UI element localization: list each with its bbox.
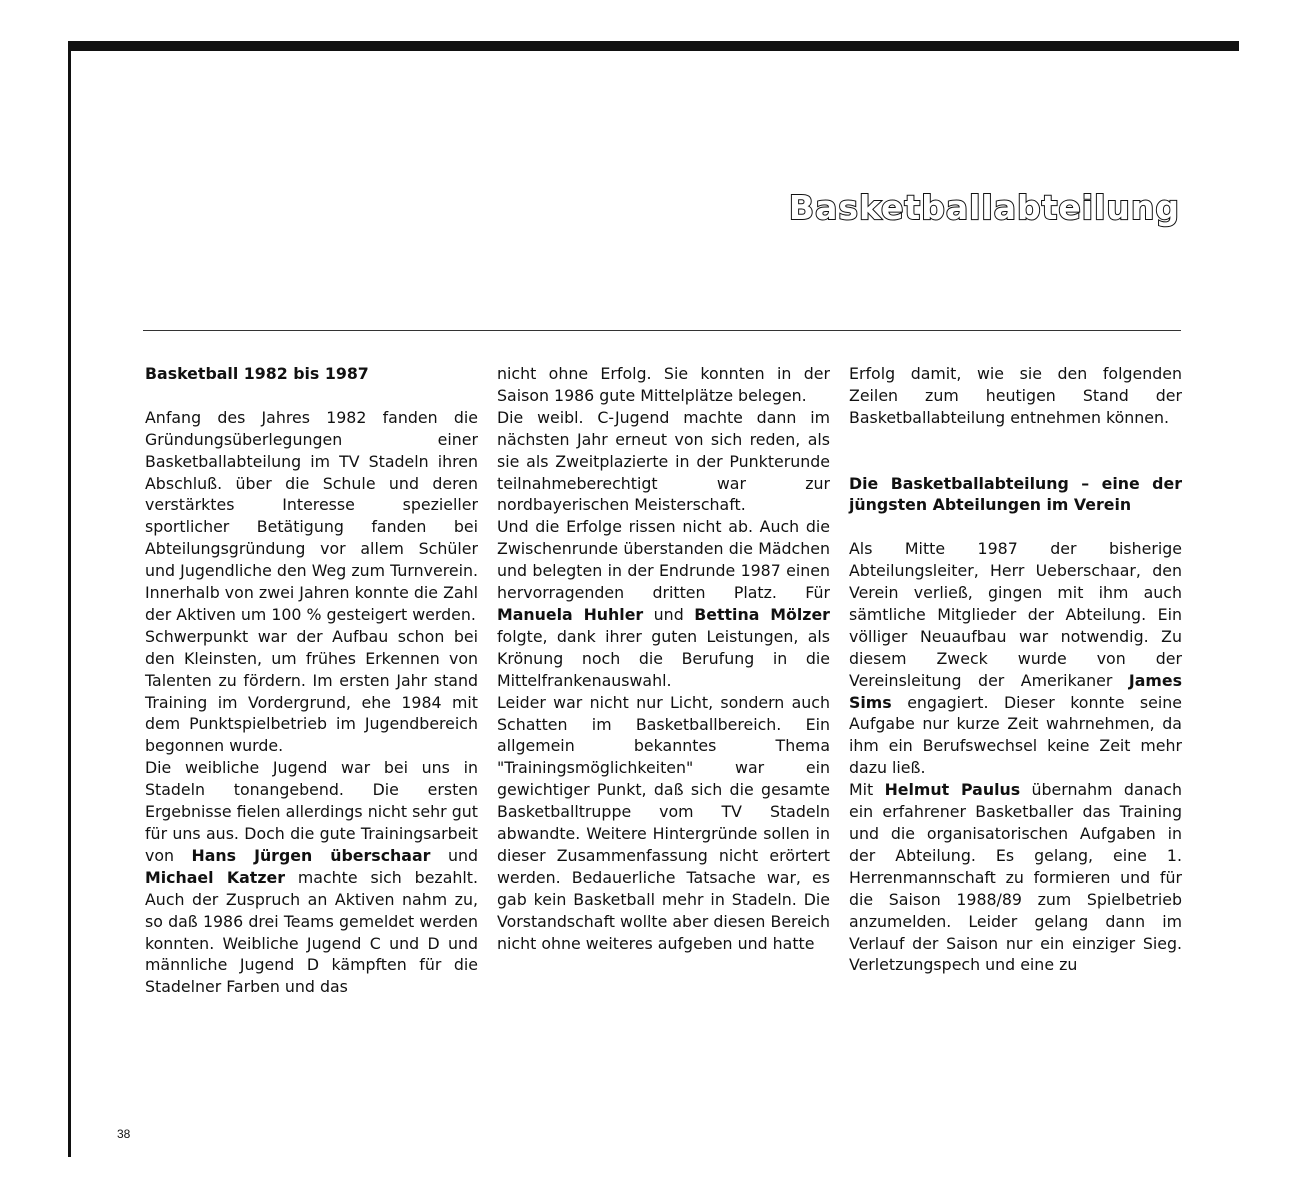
paragraph-successes: Und die Erfolge rissen nicht ab. Auch die Zwischenrunde überstanden die Mädchen und belegten in der Endrunde 1987 einen hervorragenden dritten Platz. Für Manuela Huhler und Bettina Mölzer folgte, dank ihrer guten Leistungen, als Krönung noch die Berufung in die Mittelfrankenauswahl.	[497, 517, 830, 690]
column-2	[497, 363, 830, 954]
section-heading-1982-1987: Basketball 1982 bis 1987	[145, 364, 369, 383]
spacer	[849, 429, 1182, 451]
page-number: 38	[117, 1127, 131, 1141]
frame-left-border	[68, 41, 71, 1157]
paragraph-focus: Schwerpunkt war der Aufbau schon bei den Kleinsten, um frühes Erkennen von Talenten zu fördern. Im ersten Jahr stand Training im Vordergrund, ehe 1984 mit dem Punktspielbetrieb im Jugendbereich begonnen wurde.	[145, 626, 478, 756]
paragraph-female-youth: Die weibliche Jugend war bei uns in Stadeln tonangebend. Die ersten Ergebnisse fielen allerdings nicht sehr gut für uns aus. Doch die gute Trainingsarbeit von Hans Jürgen überschaar und Michael Katzer machte sich bezahlt. Auch der Zuspruch an Aktiven nahm zu, so daß 1986 drei Teams gemeldet werden konnten. Weibliche Jugend C und D und männliche Jugend D kämpften für die Stadelner Farben und das	[145, 758, 478, 997]
person-name: James Sims	[849, 670, 1182, 712]
person-name: Helmut Paulus	[884, 780, 1021, 800]
paragraph-founding: Anfang des Jahres 1982 fanden die Gründungsüberlegungen einer Basketballabteilung im TV Stadeln ihren Abschluß. über die Schule und deren verstärktes Interesse spezieller sportlicher Betätigung fanden bei Abteilungsgründung vor allem Schüler und Jugendliche den Weg zum Turnverein. Innerhalb von zwei Jahren konnte die Zahl der Aktiven um 100 % gesteigert werden.	[145, 407, 478, 624]
paragraph-success: Erfolg damit, wie sie den folgenden Zeilen zum heutigen Stand der Basketballabteilung entnehmen können.	[849, 364, 1182, 427]
paragraph-shadows: Leider war nicht nur Licht, sondern auch Schatten im Basketballbereich. Ein allgemein bekanntes Thema "Trainingsmöglichkeiten" war ein gewichtiger Punkt, daß sich die gesamte Basketballtruppe vom TV Stadeln abwandte. Weitere Hintergründe sollen in dieser Zusammenfassung nicht erörtert werden. Bedauerliche Tatsache war, es gab kein Basketball mehr in Stadeln. Die Vorstandschaft wollte aber diesen Bereich nicht ohne weiteres aufgeben und hatte	[497, 692, 830, 953]
spacer	[849, 451, 1182, 473]
title-divider	[143, 330, 1181, 331]
person-name: Bettina Mölzer	[694, 604, 830, 624]
paragraph-c-youth: Die weibl. C-Jugend machte dann im nächsten Jahr erneut von sich reden, als sie als Zweitplazierte in der Punkterunde teilnahmeberechtigt war zur nordbayerischen Meisterschaft.	[497, 407, 830, 515]
paragraph-paulus: Mit Helmut Paulus übernahm danach ein erfahrener Basketballer das Training und die organisatorischen Aufgaben in der Abteilung. Es gelang, eine 1. Herrenmannschaft zu formieren und für die Saison 1988/89 zum Spielbetrieb anzumelden. Leider gelang dann im Verlauf der Saison nur ein einziger Sieg. Verletzungspech und eine zu	[849, 780, 1183, 975]
page-title: Basketballabteilung	[788, 188, 1180, 227]
spacer	[145, 385, 478, 407]
person-name: Manuela Huhler	[497, 604, 644, 624]
column-3	[849, 363, 1182, 976]
frame-top-border	[68, 41, 1239, 51]
column-1	[145, 363, 478, 998]
spacer	[849, 516, 1182, 538]
person-name: Hans Jürgen überschaar	[191, 845, 431, 865]
paragraph-rebuild: Als Mitte 1987 der bisherige Abteilungsleiter, Herr Ueberschaar, den Verein verließ, gingen mit ihm auch sämtliche Mitglieder der Abteilung. Ein völliger Neuaufbau war notwendig. Zu diesem Zweck wurde von der Vereinsleitung der Amerikaner James Sims engagiert. Dieser konnte seine Aufgabe nur kurze Zeit wahrnehmen, da ihm ein Berufswechsel keine Zeit mehr dazu ließ.	[849, 539, 1182, 778]
section-heading-youngest-department: Die Basketballabteilung – eine der jüngsten Abteilungen im Verein	[849, 473, 1182, 515]
paragraph-season-1986: nicht ohne Erfolg. Sie konnten in der Saison 1986 gute Mittelplätze belegen.	[497, 364, 830, 405]
person-name: Michael Katzer	[145, 867, 286, 887]
